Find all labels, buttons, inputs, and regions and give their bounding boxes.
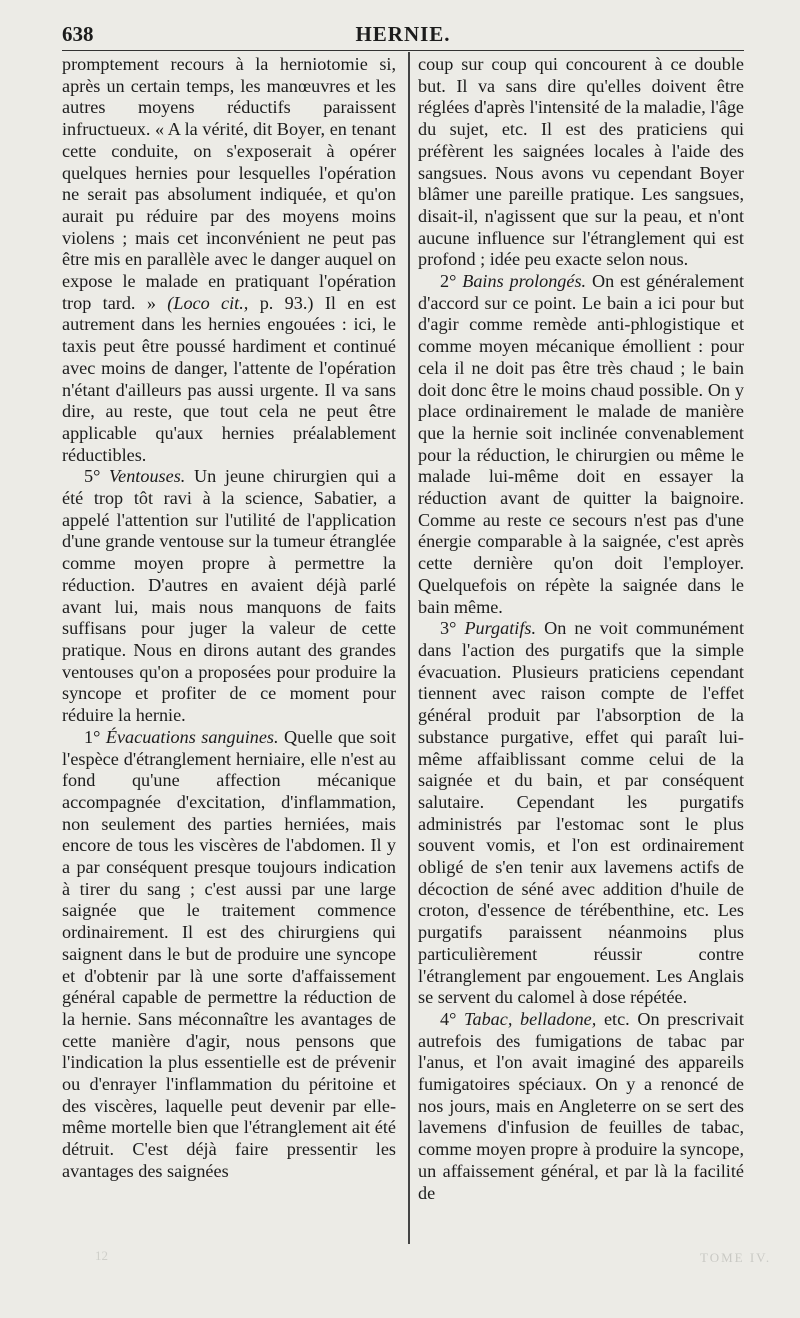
section-term: Bains prolongés. <box>462 271 587 292</box>
left-column <box>62 54 396 1183</box>
paragraph-text: On ne voit communément dans l'action des purgatifs que la simple évacuation. Plusieurs praticiens cependant tiennent avec raison compte de l'effet général produit par l'absorption de la substance purgative, effet qui paraît lui-même affaiblissant comme celui de la saignée et du bain, et par conséquent salutaire. Cependant les purgatifs administrés par l'estomac sont le plus souvent vomis, et l'on est ordinairement obligé de s'en tenir aux lavemens actifs de décoction de séné avec addition d'huile de croton, d'essence de térébenthine, etc. Les purgatifs paraissent néanmoins plus particulièrement réussir contre l'étranglement par engouement. Les Anglais se servent du calomel à dose répétée. <box>418 618 745 1008</box>
paragraph <box>418 1009 744 1204</box>
signature-mark: 12 <box>95 1248 108 1263</box>
right-column <box>418 54 744 1204</box>
paragraph <box>62 54 396 466</box>
section-number: 4° <box>440 1008 457 1029</box>
paragraph-text: Un jeune chirurgien qui a été trop tôt ravi à la science, Sabatier, a appelé l'attention sur l'utilité de l'application d'une grande ventouse sur la tumeur étranglée comme moyen propre à permettre la réduction. D'autres en avaient déjà parlé avant lui, mais nous manquons de faits suffisans pour juger la valeur de cette pratique. Nous en dirons autant des grandes ventouses qu'on a proposées pour produire la syncope et profiter de ce moment pour réduire la hernie. <box>62 466 397 726</box>
page-header <box>62 22 744 51</box>
page-number: 638 <box>62 22 94 46</box>
section-term: Purgatifs. <box>464 618 537 639</box>
paragraph-text: coup sur coup qui concourent à ce double but. Il va sans dire qu'elles doivent être réglées d'après l'intensité de la maladie, l'âge du sujet, etc. Il est des praticiens qui préfèrent les saignées locales à l'aide des sangsues. Nous avons vu cependant Boyer blâmer une pareille pratique. Les sangsues, disait-il, n'agissent que sur la peau, et n'ont aucune influence sur l'étranglement qui est profond ; idée peu exacte selon nous. <box>418 54 744 270</box>
paragraph-text: Quelle que soit l'espèce d'étranglement herniaire, elle n'est au fond qu'une affection mécanique accompagnée d'excitation, d'inflammation, non seulement des parties herniées, mais encore de tous les viscères de l'abdomen. Il y a par conséquent presque toujours indication à tirer du sang ; c'est aussi par une large saignée que le traitement commence ordinairement. Il est des chirurgiens qui saignent dans le but de produire une syncope et d'obtenir par là une sorte d'affaissement général capable de permettre la réduction de la hernie. Sans méconnaître les avantages de cette manière d'agir, nous pensons que l'indication la plus essentielle est de prévenir ou d'enrayer l'inflammation du péritoine et des viscères, laquelle peut devenir par elle-même mortelle bien que l'étranglement ait été détruit. C'est déjà faire pressentir les avantages des saignées <box>62 726 396 1181</box>
running-title: HERNIE. <box>355 22 451 46</box>
section-number: 2° <box>440 271 457 292</box>
paragraph <box>418 271 744 618</box>
paragraph-text: promptement recours à la herniotomie si, après un certain temps, les manœuvres et les autres moyens réductifs paraissent infructueux. « A la vérité, dit Boyer, en tenant cette conduite, on s'exposerait à opérer quelques hernies pour lesquelles l'opération ne serait pas absolument indiquée, et qu'on aurait pu réduire par des moyens moins violens ; mais cet inconvénient ne peut pas être mis en parallèle avec le danger auquel on expose le malade en pratiquant l'opération trop tard. » <box>62 54 396 313</box>
paragraph <box>62 727 396 1183</box>
column-divider <box>408 52 410 1244</box>
section-number: 1° <box>84 726 101 747</box>
paragraph-text: p. 93.) Il en est autrement dans les hernies engouées : ici, le taxis peut être poussé hardiment et continué avec moins de danger, l'attente de l'opération n'étant d'ailleurs pas aussi urgente. Il va sans dire, au reste, que tout cela ne peut être applicable qu'aux hernies préalablement réductibles. <box>62 292 396 465</box>
paragraph <box>418 618 744 1009</box>
paragraph-text: etc. On prescrivait autrefois des fumigations de tabac par l'anus, et l'on avait imaginé des appareils fumigatoires spéciaux. On y a renoncé de nos jours, mais en Angleterre on se sert des lavemens d'infusion de feuilles de tabac, comme moyen propre à produire la syncope, un affaissement général, et par là la facilité de <box>418 1008 744 1203</box>
volume-mark: TOME IV. <box>700 1250 772 1265</box>
paragraph <box>62 466 396 726</box>
section-term: Évacuations sanguines. <box>105 726 279 747</box>
section-term: Tabac, belladone, <box>464 1008 597 1029</box>
section-number: 3° <box>440 618 457 639</box>
paragraph-text: On est généralement d'accord sur ce point. Le bain a ici pour but d'agir comme remède anti-phlogistique et comme moyen mécanique émollient : pour cela il ne doit pas être très chaud ; le bain doit donc être le moins chaud possible. On y place ordinairement le malade de manière que la hernie soit inclinée convenablement pour la réduction, le chirurgien ou même le malade lui-même doit en essayer la réduction avant de quitter la baignoire. Comme au reste ce secours n'est pas d'une énergie comparable à la saignée, c'est après cette dernière qu'on doit l'employer. Quelquefois on répète la saignée dans le bain même. <box>418 271 745 617</box>
section-term: Ventouses. <box>109 466 186 487</box>
paragraph <box>418 54 744 271</box>
section-number: 5° <box>84 466 101 487</box>
citation-ref: (Loco cit., <box>167 292 249 313</box>
